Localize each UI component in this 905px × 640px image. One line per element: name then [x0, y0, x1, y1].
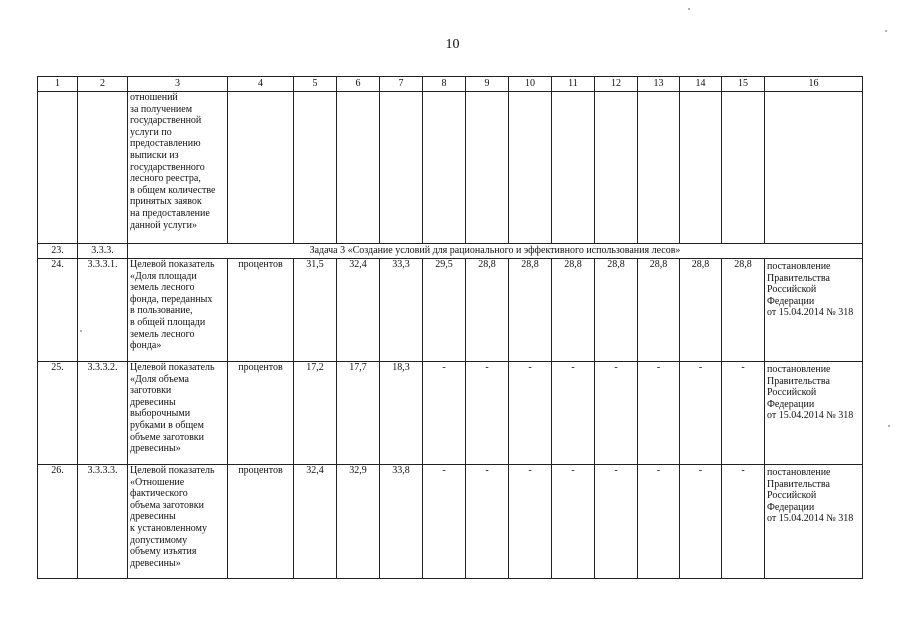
row-number: 23.: [38, 244, 78, 259]
page-number: 10: [445, 37, 460, 52]
indicator-name: Целевой показатель «Доля объема заготовки древесины выборочными рубками в общем объеме заготовки древесины»: [128, 362, 228, 465]
continuation-row: [38, 92, 863, 244]
header-cell: 5: [294, 77, 337, 92]
unit: процентов: [228, 362, 294, 465]
row-number: 26.: [38, 465, 78, 579]
cell-empty: [680, 92, 722, 244]
value-cell: 32,4: [294, 465, 337, 579]
value-cell: 28,8: [722, 259, 765, 362]
value-cell: -: [595, 465, 638, 579]
cell-empty: [78, 92, 128, 244]
header-cell: 10: [509, 77, 552, 92]
row-code: 3.3.3.2.: [78, 362, 128, 465]
scan-speck: [688, 8, 690, 10]
row-code: 3.3.3.1.: [78, 259, 128, 362]
value-cell: 17,2: [294, 362, 337, 465]
header-cell: 12: [595, 77, 638, 92]
cell-empty: [722, 92, 765, 244]
value-cell: 28,8: [552, 259, 595, 362]
value-cell: -: [638, 465, 680, 579]
value-cell: 28,8: [638, 259, 680, 362]
cell-empty: [423, 92, 466, 244]
legal-basis: постановление Правительства Российской Федерации от 15.04.2014 № 318: [765, 259, 863, 362]
header-cell: 11: [552, 77, 595, 92]
indicator-name: Целевой показатель «Отношение фактического объема заготовки древесины к установленному допустимому объему изъятия древесины»: [128, 465, 228, 579]
header-cell: 15: [722, 77, 765, 92]
indicator-name: Целевой показатель «Доля площади земель лесного фонда, переданных в пользование, в общей площади земель лесного фонда»: [128, 259, 228, 362]
cell-empty: [38, 92, 78, 244]
cell-empty: [509, 92, 552, 244]
scan-speck: [80, 330, 82, 332]
value-cell: -: [423, 362, 466, 465]
header-row: [38, 77, 863, 92]
value-cell: 33,3: [380, 259, 423, 362]
table-row: [38, 465, 863, 579]
cell-empty: [337, 92, 380, 244]
scan-speck: [885, 30, 887, 32]
header-cell: 9: [466, 77, 509, 92]
table-row: [38, 362, 863, 465]
row-number: 24.: [38, 259, 78, 362]
value-cell: 17,7: [337, 362, 380, 465]
cell-empty: [294, 92, 337, 244]
indicators-table: [37, 76, 863, 579]
indicator-name-continued: отношений за получением государственной услуги по предоставлению выписки из государственного лесного реестра, в общем количестве принятых заявок на предоставление данной услуги»: [128, 92, 228, 244]
row-number: 25.: [38, 362, 78, 465]
legal-basis: постановление Правительства Российской Федерации от 15.04.2014 № 318: [765, 465, 863, 579]
value-cell: -: [722, 362, 765, 465]
header-cell: 3: [128, 77, 228, 92]
value-cell: 32,4: [337, 259, 380, 362]
row-code: 3.3.3.3.: [78, 465, 128, 579]
header-cell: 7: [380, 77, 423, 92]
scan-speck: [888, 425, 890, 427]
unit: процентов: [228, 465, 294, 579]
value-cell: -: [509, 465, 552, 579]
value-cell: 28,8: [509, 259, 552, 362]
cell-empty: [765, 92, 863, 244]
header-cell: 8: [423, 77, 466, 92]
header-cell: 13: [638, 77, 680, 92]
cell-empty: [638, 92, 680, 244]
value-cell: -: [595, 362, 638, 465]
task-row: [38, 244, 863, 259]
cell-empty: [466, 92, 509, 244]
header-cell: 14: [680, 77, 722, 92]
value-cell: -: [680, 465, 722, 579]
value-cell: 31,5: [294, 259, 337, 362]
value-cell: -: [552, 465, 595, 579]
value-cell: -: [423, 465, 466, 579]
value-cell: -: [552, 362, 595, 465]
value-cell: -: [466, 362, 509, 465]
value-cell: -: [680, 362, 722, 465]
header-cell: 16: [765, 77, 863, 92]
value-cell: -: [509, 362, 552, 465]
value-cell: -: [638, 362, 680, 465]
value-cell: 28,8: [680, 259, 722, 362]
value-cell: 28,8: [595, 259, 638, 362]
cell-empty: [552, 92, 595, 244]
row-code: 3.3.3.: [78, 244, 128, 259]
cell-empty: [380, 92, 423, 244]
header-cell: 6: [337, 77, 380, 92]
task-title: Задача 3 «Создание условий для рационального и эффективного использования лесов»: [128, 244, 863, 259]
value-cell: 32,9: [337, 465, 380, 579]
legal-basis: постановление Правительства Российской Федерации от 15.04.2014 № 318: [765, 362, 863, 465]
unit: процентов: [228, 259, 294, 362]
header-cell: 4: [228, 77, 294, 92]
cell-empty: [228, 92, 294, 244]
table-row: [38, 259, 863, 362]
value-cell: 28,8: [466, 259, 509, 362]
value-cell: -: [722, 465, 765, 579]
header-cell: 2: [78, 77, 128, 92]
value-cell: -: [466, 465, 509, 579]
value-cell: 18,3: [380, 362, 423, 465]
value-cell: 29,5: [423, 259, 466, 362]
value-cell: 33,8: [380, 465, 423, 579]
header-cell: 1: [38, 77, 78, 92]
cell-empty: [595, 92, 638, 244]
